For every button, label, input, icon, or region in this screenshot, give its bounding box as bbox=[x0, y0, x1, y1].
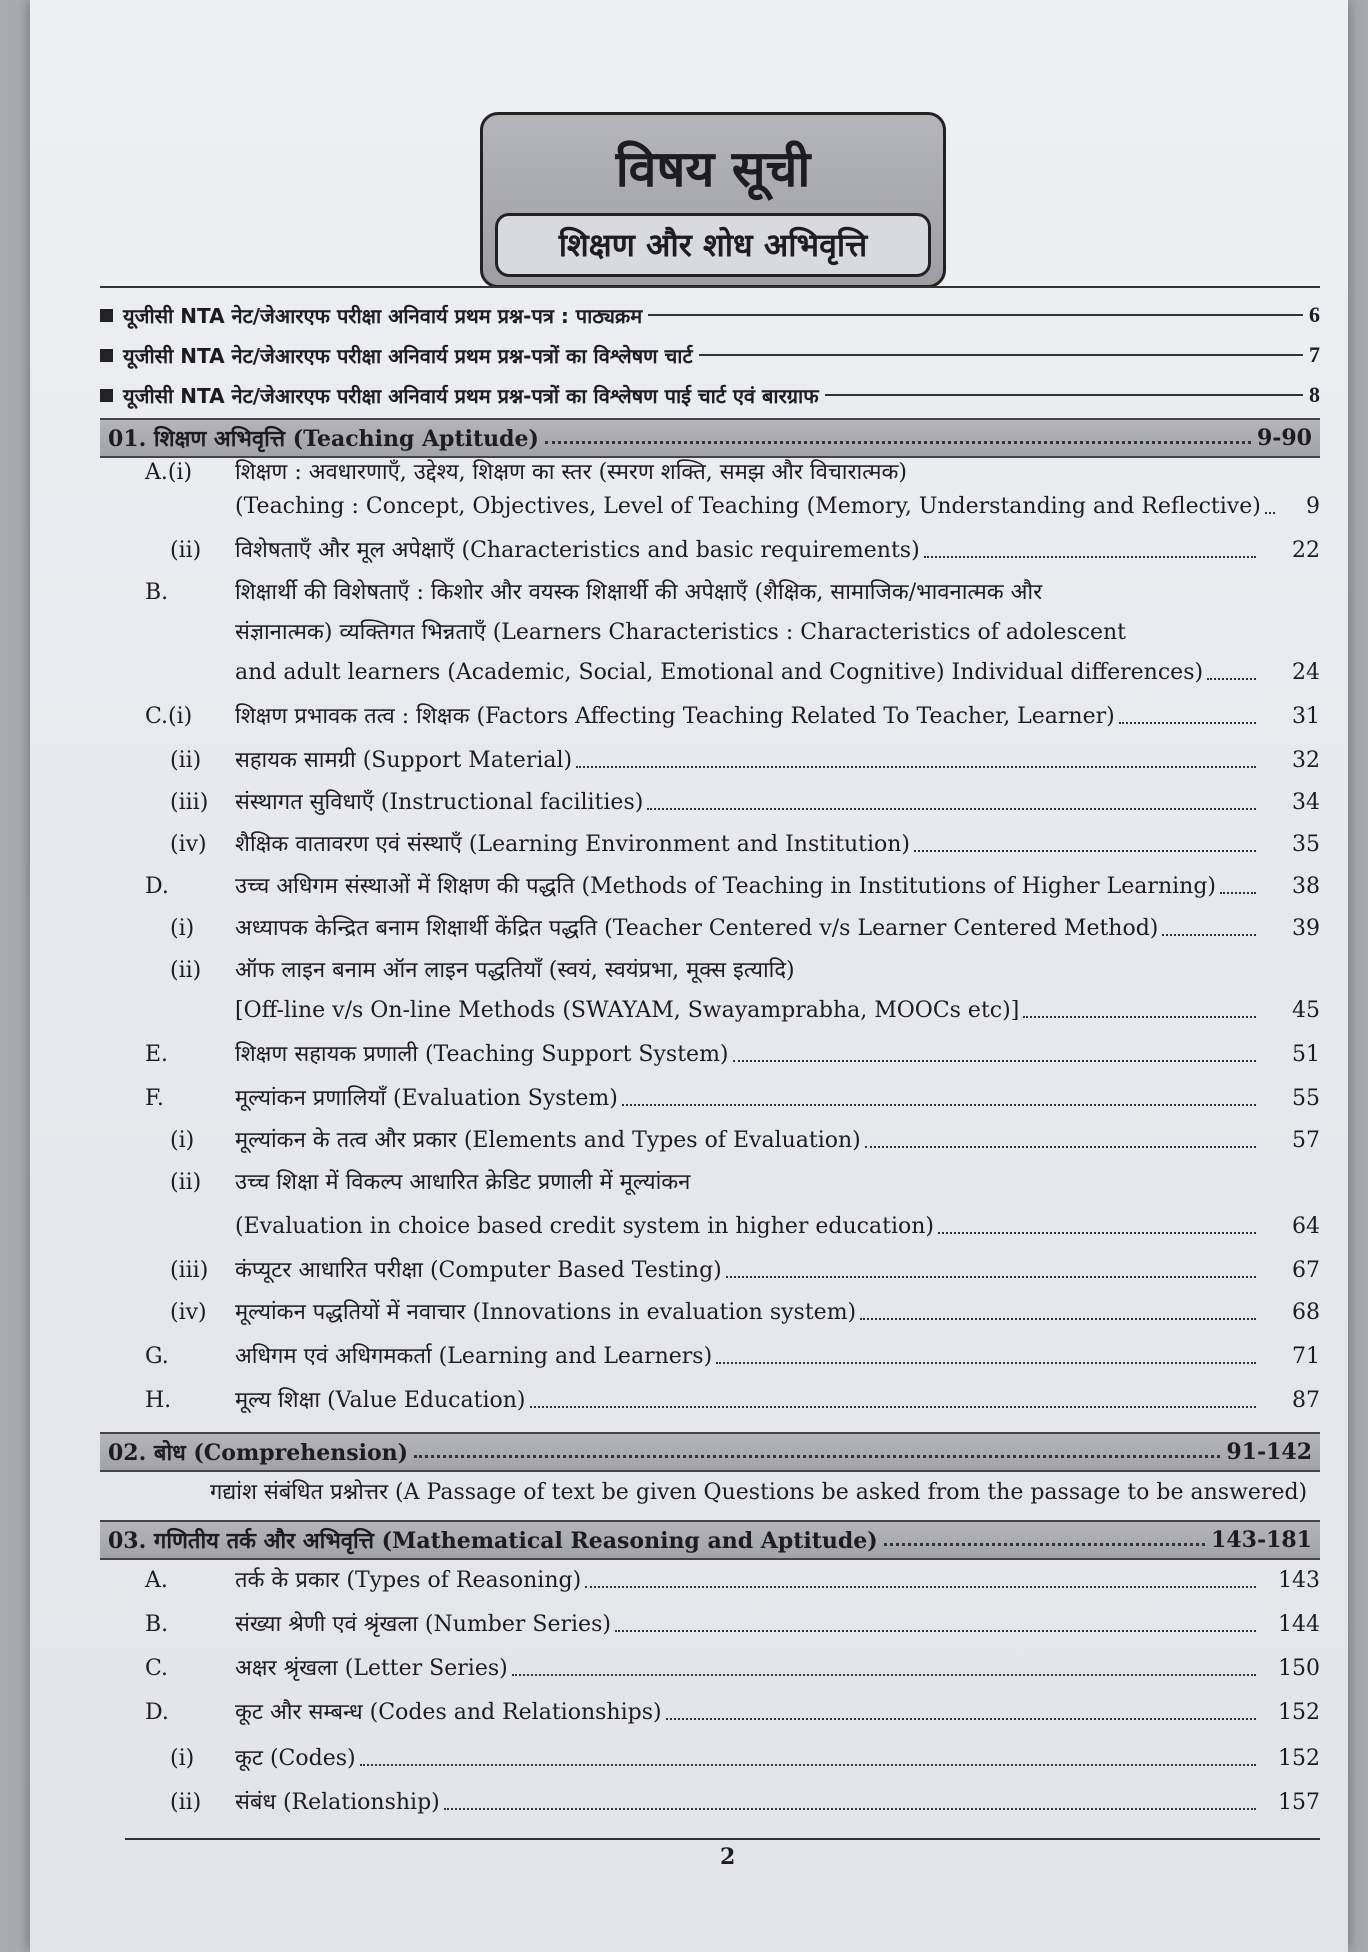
leader-dots bbox=[530, 1406, 1257, 1408]
item-title: शिक्षण : अवधारणाएँ, उद्देश्य, शिक्षण का स्तर (स्मरण शक्ति, समझ और विचारात्मक) bbox=[235, 459, 908, 485]
item-page: 22 bbox=[1292, 537, 1320, 563]
entry-page: 6 bbox=[1309, 302, 1320, 327]
leader-dots bbox=[1119, 722, 1256, 724]
item-title: संबंध (Relationship) bbox=[235, 1789, 440, 1815]
toc-item bbox=[30, 696, 1320, 730]
leader-dots bbox=[1207, 678, 1256, 680]
item-title: शिक्षण सहायक प्रणाली (Teaching Support System) bbox=[235, 1041, 729, 1067]
item-page: 31 bbox=[1292, 703, 1320, 729]
item-title: मूल्य शिक्षा (Value Education) bbox=[235, 1387, 526, 1413]
item-marker: B. bbox=[145, 1611, 169, 1637]
toc-item bbox=[30, 1648, 1320, 1682]
item-title: शिक्षार्थी की विशेषताएँ : किशोर और वयस्क शिक्षार्थी की अपेक्षाएँ (शैक्षिक, सामाजिक/भावनात्मक और bbox=[235, 579, 1043, 605]
toc-item-continued bbox=[30, 652, 1320, 686]
toc-item bbox=[30, 572, 1320, 606]
item-marker: C. bbox=[145, 1655, 169, 1681]
item-page: 55 bbox=[1292, 1085, 1320, 1111]
item-title: कूट और सम्बन्ध (Codes and Relationships) bbox=[235, 1699, 662, 1725]
item-marker: C.(i) bbox=[145, 703, 193, 729]
toc-item bbox=[30, 950, 1320, 984]
page-subtitle: शिक्षण और शोध अभिवृत्ति bbox=[495, 213, 931, 277]
item-page: 67 bbox=[1292, 1257, 1320, 1283]
item-marker: D. bbox=[145, 873, 169, 899]
toc-item bbox=[30, 1336, 1320, 1370]
toc-item bbox=[30, 452, 1320, 486]
leader-dots bbox=[615, 1630, 1256, 1632]
item-page: 144 bbox=[1278, 1611, 1320, 1637]
item-title: शैक्षिक वातावरण एवं संस्थाएँ (Learning Environment and Institution) bbox=[235, 831, 910, 857]
item-marker: (iv) bbox=[170, 1299, 207, 1325]
item-page: 9 bbox=[1306, 493, 1320, 519]
item-marker: (iii) bbox=[170, 789, 209, 815]
section-note: गद्यांश संबंधित प्रश्नोत्तर (A Passage of text be given Questions be asked from the passage to be answered) bbox=[210, 1480, 1308, 1505]
bullet-square-icon bbox=[100, 349, 113, 362]
item-title: संस्थागत सुविधाएँ (Instructional facilities) bbox=[235, 789, 644, 815]
item-title: मूल्यांकन के तत्व और प्रकार (Elements and Types of Evaluation) bbox=[235, 1127, 861, 1153]
item-marker: G. bbox=[145, 1343, 169, 1369]
item-marker: A. bbox=[145, 1567, 168, 1593]
leader-dots bbox=[716, 1362, 1256, 1364]
item-marker: (i) bbox=[170, 1745, 195, 1771]
item-title: अक्षर श्रृंखला (Letter Series) bbox=[235, 1655, 508, 1681]
item-page: 71 bbox=[1292, 1343, 1320, 1369]
leader-dots bbox=[360, 1764, 1256, 1766]
toc-item-continued bbox=[30, 1206, 1320, 1240]
leader-dots bbox=[865, 1146, 1256, 1148]
item-title-line: [Off-line v/s On-line Methods (SWAYAM, Swayamprabha, MOOCs etc)] bbox=[235, 997, 1020, 1023]
leader-dots bbox=[622, 1104, 1256, 1106]
item-page: 39 bbox=[1292, 915, 1320, 941]
item-marker: E. bbox=[145, 1041, 169, 1067]
toc-item bbox=[30, 1604, 1320, 1638]
item-marker: F. bbox=[145, 1085, 164, 1111]
book-page bbox=[30, 0, 1348, 1952]
leader-dots bbox=[914, 850, 1256, 852]
item-page: 64 bbox=[1292, 1213, 1320, 1239]
leader-line bbox=[825, 394, 1303, 396]
item-title: मूल्यांकन प्रणालियाँ (Evaluation System) bbox=[235, 1085, 618, 1111]
toc-item bbox=[30, 1738, 1320, 1772]
item-title-line: and adult learners (Academic, Social, Emotional and Cognitive) Individual differences) bbox=[235, 659, 1204, 685]
item-title: उच्च अधिगम संस्थाओं में शिक्षण की पद्धति (Methods of Teaching in Institutions of Higher Learning) bbox=[235, 873, 1216, 899]
item-title: सहायक सामग्री (Support Material) bbox=[235, 747, 573, 773]
leader-dots bbox=[726, 1276, 1256, 1278]
entry-title: यूजीसी NTA नेट/जेआरएफ परीक्षा अनिवार्य प्रथम प्रश्न-पत्र : पाठ्यक्रम bbox=[123, 303, 643, 328]
leader-dots bbox=[545, 441, 1251, 444]
leader-dots bbox=[444, 1808, 1256, 1810]
toc-item bbox=[30, 740, 1320, 774]
item-marker: H. bbox=[145, 1387, 172, 1413]
item-page: 35 bbox=[1292, 831, 1320, 857]
toc-item bbox=[30, 824, 1320, 858]
page-title: विषय सूची bbox=[615, 139, 811, 198]
toc-item bbox=[30, 1292, 1320, 1326]
toc-item-continued bbox=[30, 990, 1320, 1024]
item-page: 32 bbox=[1292, 747, 1320, 773]
item-marker: B. bbox=[145, 579, 169, 605]
item-page: 45 bbox=[1292, 997, 1320, 1023]
item-title: अध्यापक केन्द्रित बनाम शिक्षार्थी केंद्रित पद्धति (Teacher Centered v/s Learner Centered Method) bbox=[235, 915, 1159, 941]
leader-dots bbox=[585, 1586, 1256, 1588]
toc-item bbox=[30, 908, 1320, 942]
item-title: मूल्यांकन पद्धतियों में नवाचार (Innovations in evaluation system) bbox=[235, 1299, 857, 1325]
item-page: 34 bbox=[1292, 789, 1320, 815]
bullet-square-icon bbox=[100, 389, 113, 402]
item-page: 24 bbox=[1292, 659, 1320, 685]
bullet-square-icon bbox=[100, 309, 113, 322]
leader-dots bbox=[414, 1455, 1220, 1458]
item-marker: (ii) bbox=[170, 747, 202, 773]
toc-item bbox=[30, 1162, 1320, 1196]
item-title: उच्च शिक्षा में विकल्प आधारित क्रेडिट प्रणाली में मूल्यांकन bbox=[235, 1169, 691, 1195]
item-marker: (i) bbox=[170, 915, 195, 941]
toc-item bbox=[30, 1560, 1320, 1594]
leader-line bbox=[648, 314, 1303, 316]
leader-dots bbox=[512, 1674, 1256, 1676]
leader-dots bbox=[733, 1060, 1256, 1062]
intro-entry bbox=[100, 340, 1320, 370]
section-header-comprehension bbox=[100, 1432, 1320, 1472]
item-page: 87 bbox=[1292, 1387, 1320, 1413]
item-title-line: संज्ञानात्मक) व्यक्तिगत भिन्नताएँ (Learners Characteristics : Characteristics of adolescent bbox=[235, 619, 1126, 645]
item-marker: (iii) bbox=[170, 1257, 209, 1283]
item-marker: D. bbox=[145, 1699, 169, 1725]
toc-item bbox=[30, 1692, 1320, 1726]
item-page: 51 bbox=[1292, 1041, 1320, 1067]
page-number: 2 bbox=[720, 1844, 736, 1870]
item-marker: (ii) bbox=[170, 957, 202, 983]
item-title: तर्क के प्रकार (Types of Reasoning) bbox=[235, 1567, 582, 1593]
leader-dots bbox=[1023, 1016, 1256, 1018]
leader-dots bbox=[884, 1543, 1205, 1546]
header-rule bbox=[100, 286, 1320, 288]
leader-dots bbox=[860, 1318, 1256, 1320]
intro-entry bbox=[100, 380, 1320, 410]
toc-item-continued bbox=[30, 486, 1320, 520]
section-pages: 91-142 bbox=[1226, 1439, 1312, 1465]
toc-item bbox=[30, 530, 1320, 564]
section-pages: 9-90 bbox=[1256, 425, 1312, 451]
toc-item bbox=[30, 1078, 1320, 1112]
leader-dots bbox=[938, 1232, 1256, 1234]
item-page: 143 bbox=[1278, 1567, 1320, 1593]
item-marker: (i) bbox=[170, 1127, 195, 1153]
item-marker: (ii) bbox=[170, 537, 202, 563]
item-title: विशेषताएँ और मूल अपेक्षाएँ (Characteristics and basic requirements) bbox=[235, 537, 920, 563]
section-title: 03. गणितीय तर्क और अभिवृत्ति (Mathematical Reasoning and Aptitude) bbox=[108, 1528, 878, 1554]
item-page: 38 bbox=[1292, 873, 1320, 899]
leader-dots bbox=[647, 808, 1256, 810]
item-page: 152 bbox=[1278, 1699, 1320, 1725]
item-title: संख्या श्रेणी एवं श्रृंखला (Number Series) bbox=[235, 1611, 611, 1637]
entry-page: 7 bbox=[1309, 342, 1320, 367]
intro-entry bbox=[100, 300, 1320, 330]
item-title-line: (Evaluation in choice based credit system in higher education) bbox=[235, 1213, 934, 1239]
item-page: 150 bbox=[1278, 1655, 1320, 1681]
toc-item bbox=[30, 782, 1320, 816]
item-title: शिक्षण प्रभावक तत्व : शिक्षक (Factors Affecting Teaching Related To Teacher, Learner) bbox=[235, 703, 1115, 729]
section-title: 02. बोध (Comprehension) bbox=[108, 1440, 409, 1466]
section-pages: 143-181 bbox=[1211, 1527, 1312, 1553]
item-page: 157 bbox=[1278, 1789, 1320, 1815]
item-title: कंप्यूटर आधारित परीक्षा (Computer Based Testing) bbox=[235, 1257, 722, 1283]
toc-item bbox=[30, 1782, 1320, 1816]
toc-item-continued bbox=[30, 612, 1320, 646]
footer-rule bbox=[125, 1838, 1320, 1840]
entry-title: यूजीसी NTA नेट/जेआरएफ परीक्षा अनिवार्य प्रथम प्रश्न-पत्रों का विश्लेषण चार्ट bbox=[123, 343, 693, 368]
entry-title: यूजीसी NTA नेट/जेआरएफ परीक्षा अनिवार्य प्रथम प्रश्न-पत्रों का विश्लेषण पाई चार्ट एवं बारग्राफ bbox=[123, 383, 819, 408]
item-title: अधिगम एवं अधिगमकर्ता (Learning and Learners) bbox=[235, 1343, 713, 1369]
section-title: 01. शिक्षण अभिवृत्ति (Teaching Aptitude) bbox=[108, 426, 539, 452]
toc-item bbox=[30, 866, 1320, 900]
toc-item bbox=[30, 1034, 1320, 1068]
entry-page: 8 bbox=[1309, 382, 1320, 407]
leader-line bbox=[699, 354, 1303, 356]
section-header-mathematical-reasoning bbox=[100, 1520, 1320, 1560]
item-marker: (iv) bbox=[170, 831, 207, 857]
leader-dots bbox=[1220, 892, 1256, 894]
leader-dots bbox=[924, 556, 1256, 558]
item-marker: (ii) bbox=[170, 1169, 202, 1195]
item-marker: A.(i) bbox=[145, 459, 193, 485]
item-title: ऑफ लाइन बनाम ऑन लाइन पद्धतियाँ (स्वयं, स्वयंप्रभा, मूक्स इत्यादि) bbox=[235, 957, 795, 983]
title-box bbox=[480, 112, 946, 288]
leader-dots bbox=[1162, 934, 1256, 936]
leader-dots bbox=[666, 1718, 1256, 1720]
item-page: 68 bbox=[1292, 1299, 1320, 1325]
leader-dots bbox=[576, 766, 1256, 768]
toc-item bbox=[30, 1120, 1320, 1154]
item-page: 57 bbox=[1292, 1127, 1320, 1153]
item-title: कूट (Codes) bbox=[235, 1745, 356, 1771]
toc-item bbox=[30, 1250, 1320, 1284]
toc-item bbox=[30, 1380, 1320, 1414]
item-page: 152 bbox=[1278, 1745, 1320, 1771]
item-marker: (ii) bbox=[170, 1789, 202, 1815]
item-title-line: (Teaching : Concept, Objectives, Level of Teaching (Memory, Understanding and Reflective) bbox=[235, 493, 1261, 519]
